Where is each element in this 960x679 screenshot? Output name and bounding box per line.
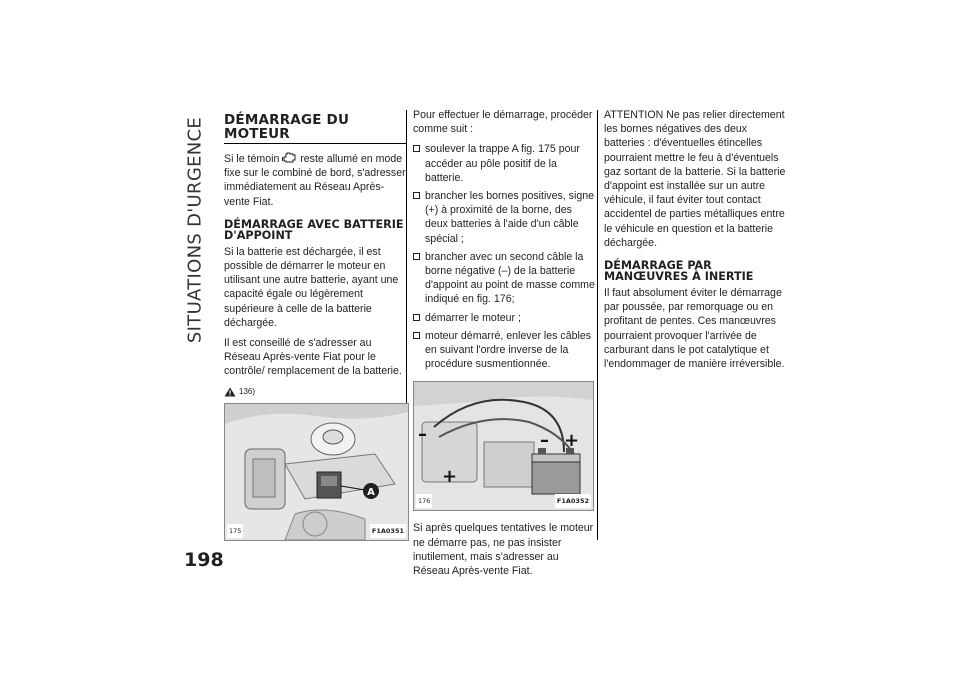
paragraph-conseil: Il est conseillé de s'adresser au Réseau Après-vente Fiat pour le contrôle/ remplacement de la batterie. xyxy=(224,337,402,378)
intro-text-before: Si le témoin xyxy=(224,153,280,165)
section-title: SITUATIONS D'URGENCE xyxy=(184,116,206,344)
intro-paragraph xyxy=(224,152,407,209)
figure-code: F1A0351 xyxy=(370,524,406,538)
warning-reference xyxy=(224,385,407,399)
list-item xyxy=(413,250,596,307)
page-number: 198 xyxy=(184,549,224,571)
figure-number: 176 xyxy=(416,494,432,508)
column-1 xyxy=(224,113,407,541)
list-item xyxy=(413,189,596,246)
column-divider xyxy=(597,110,598,540)
heading-demarrage-moteur: DÉMARRAGE DU MOTEUR xyxy=(224,113,407,144)
attention-paragraph: ATTENTION Ne pas relier directement les bornes négatives des deux batteries : d'éventuelles étincelles pourraient mettre le feu à d'éventuels gaz sortant de la batterie. Si la batterie d'appoint est installée sur un autre véhicule, il faut éviter tout contact accidentel de parties métalliques entre le véhicule en question et la batterie déchargée. xyxy=(604,109,786,249)
plus-sign-right: + xyxy=(564,430,580,452)
checkbox-bullet-icon xyxy=(413,145,420,152)
step-text: démarrer le moteur ; xyxy=(425,311,521,324)
list-item xyxy=(413,311,596,325)
intro-text-after: reste allumé en mode fixe sur le combiné de bord, s'adresser immédiatement au Réseau Après-vente Fiat. xyxy=(224,153,406,208)
checkbox-bullet-icon xyxy=(413,192,420,199)
procedure-intro: Pour effectuer le démarrage, procéder comme suit : xyxy=(413,109,593,136)
heading-batterie-appoint: DÉMARRAGE AVEC BATTERIE D'APPOINT xyxy=(224,217,404,242)
jump-start-illustration xyxy=(414,382,593,510)
warning-triangle-icon xyxy=(224,387,236,397)
figure-number: 175 xyxy=(227,524,243,538)
checkbox-bullet-icon xyxy=(413,314,420,321)
procedure-list xyxy=(413,142,596,371)
heading-manoeuvres-inertie: DÉMARRAGE PAR MANŒUVRES À INERTIE xyxy=(604,259,754,284)
list-item xyxy=(413,142,596,185)
step-text: moteur démarré, enlever les câbles en suivant l'ordre inverse de la procédure susmentionnée. xyxy=(425,329,592,371)
minus-sign-right: – xyxy=(540,430,549,452)
paragraph-batterie: Si la batterie est déchargée, il est possible de démarrer le moteur en utilisant une autre batterie, ayant une capacité égale ou légèrement supérieure à celle de la batterie déchargée. xyxy=(224,245,399,329)
closing-paragraph: Si après quelques tentatives le moteur ne démarre pas, ne pas insister inutilement, mais s'adresser au Réseau Après-vente Fiat. xyxy=(413,522,594,578)
figure-code: F1A0352 xyxy=(555,494,591,508)
minus-sign-left: – xyxy=(418,424,427,446)
figure-176-jump-cables xyxy=(413,381,594,511)
engine-bay-illustration xyxy=(225,404,408,540)
warning-ref-text: 136) xyxy=(239,386,256,396)
checkbox-bullet-icon xyxy=(413,253,420,260)
step-text: brancher les bornes positives, signe (+) à proximité de la borne, des deux batteries à l'aide d'un câble spécial ; xyxy=(425,190,595,245)
checkbox-bullet-icon xyxy=(413,332,420,339)
figure-175-battery-cover xyxy=(224,403,409,541)
engine-warning-icon xyxy=(282,152,297,163)
plus-sign: + xyxy=(442,466,458,488)
step-text: brancher avec un second câble la borne négative (–) de la batterie d'appoint au point de masse comme indiqué en fig. 176; xyxy=(425,250,595,306)
column-3 xyxy=(604,108,787,377)
column-2 xyxy=(413,108,596,584)
callout-a: A xyxy=(367,486,375,498)
side-section-tab xyxy=(180,110,210,350)
step-text: soulever la trappe A fig. 175 pour accéder au pôle positif de la batterie. xyxy=(425,143,580,184)
list-item xyxy=(413,329,596,372)
inertie-paragraph: Il faut absolument éviter le démarrage par poussée, par remorquage ou en profitant de pentes. Ces manœuvres pourraient provoquer l'arrivée de carburant dans le pot catalytique et l'endommager de manière irréversible. xyxy=(604,287,785,371)
